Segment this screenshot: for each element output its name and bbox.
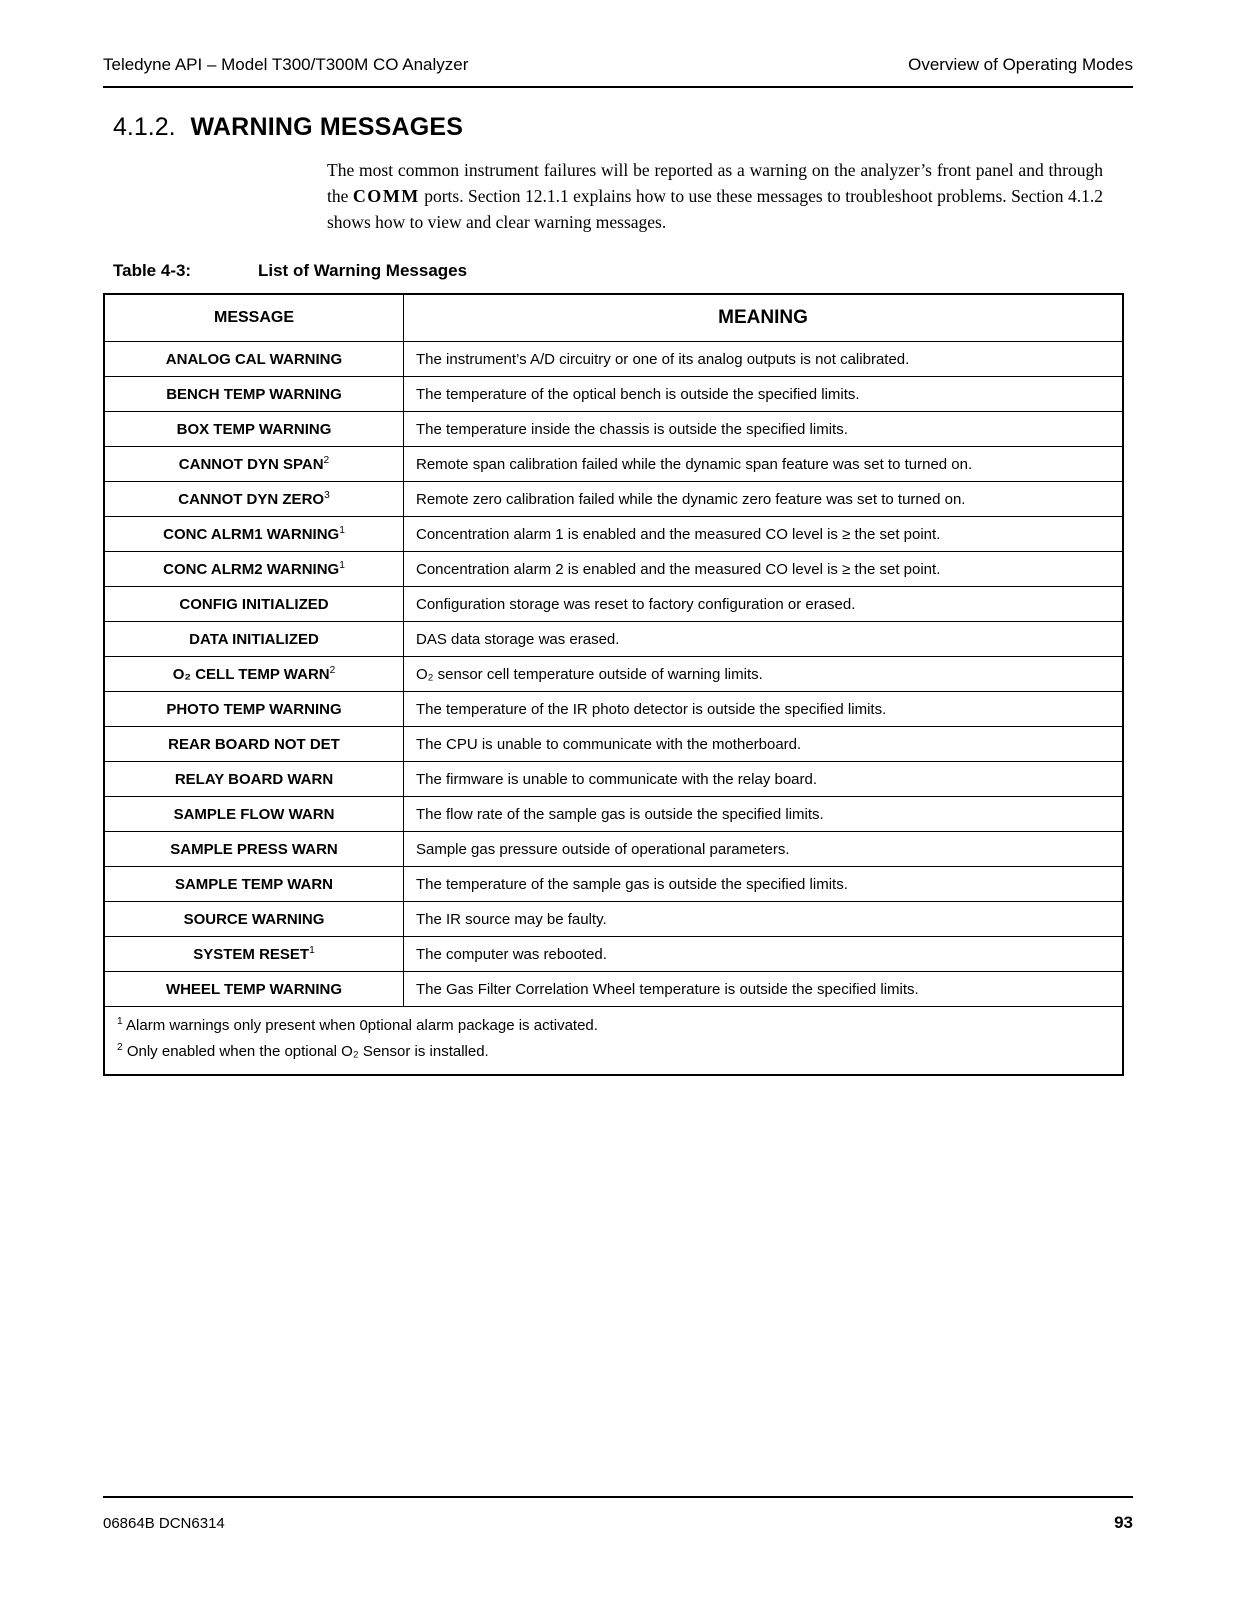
table-row bbox=[104, 902, 1123, 937]
message-text: SAMPLE PRESS WARN bbox=[170, 840, 338, 858]
meaning-cell: The instrument’s A/D circuitry or one of its analog outputs is not calibrated. bbox=[404, 342, 1124, 377]
meaning-cell: The computer was rebooted. bbox=[404, 937, 1124, 972]
message-cell bbox=[104, 657, 404, 692]
message-cell bbox=[104, 727, 404, 762]
header-left-text: Teledyne API – Model T300/T300M CO Analyzer bbox=[103, 55, 469, 74]
page-footer bbox=[103, 1496, 1133, 1533]
table-row bbox=[104, 972, 1123, 1007]
table-row bbox=[104, 797, 1123, 832]
message-cell bbox=[104, 447, 404, 482]
meaning-cell: The temperature inside the chassis is outside the specified limits. bbox=[404, 412, 1124, 447]
message-cell bbox=[104, 762, 404, 797]
table-row bbox=[104, 587, 1123, 622]
page-number: 93 bbox=[1114, 1513, 1133, 1532]
message-text: SYSTEM RESET bbox=[193, 945, 310, 963]
footnote-marker: 2 bbox=[117, 1041, 123, 1053]
meaning-cell: The Gas Filter Correlation Wheel temperature is outside the specified limits. bbox=[404, 972, 1124, 1007]
footer-doc-id: 06864B DCN6314 bbox=[103, 1515, 225, 1532]
message-text: DATA INITIALIZED bbox=[189, 630, 319, 648]
footnote-reference: 3 bbox=[324, 489, 330, 501]
footnotes-row bbox=[104, 1007, 1123, 1076]
table-row bbox=[104, 517, 1123, 552]
meaning-cell: The temperature of the IR photo detector is outside the specified limits. bbox=[404, 692, 1124, 727]
message-text: SAMPLE FLOW WARN bbox=[173, 805, 335, 823]
message-text: CANNOT DYN SPAN bbox=[178, 455, 324, 473]
message-text: WHEEL TEMP WARNING bbox=[165, 980, 343, 998]
message-cell bbox=[104, 867, 404, 902]
message-text: CANNOT DYN ZERO bbox=[178, 490, 325, 508]
column-header-message: MESSAGE bbox=[104, 294, 404, 342]
section-number: 4.1.2. bbox=[113, 113, 176, 141]
table-row bbox=[104, 832, 1123, 867]
message-text: O₂ CELL TEMP WARN bbox=[172, 665, 330, 683]
header-right-text: Overview of Operating Modes bbox=[908, 55, 1133, 74]
footnote-reference: 2 bbox=[329, 664, 336, 676]
message-cell bbox=[104, 832, 404, 867]
meaning-cell: O₂ sensor cell temperature outside of warning limits. bbox=[404, 657, 1124, 692]
footnotes-cell bbox=[104, 1007, 1123, 1076]
table-row bbox=[104, 447, 1123, 482]
footnote-reference: 1 bbox=[339, 524, 345, 536]
message-text: ANALOG CAL WARNING bbox=[165, 350, 343, 368]
message-text: CONC ALRM2 WARNING bbox=[163, 560, 340, 578]
section-heading bbox=[103, 113, 1133, 142]
paragraph-text-after: ports. Section 12.1.1 explains how to use these messages to troubleshoot problems. Section 4.1.2 shows how to view and clear warning messages. bbox=[327, 186, 1103, 232]
footnote bbox=[117, 1013, 1112, 1039]
page-content bbox=[103, 113, 1133, 1076]
message-cell bbox=[104, 622, 404, 657]
message-text: REAR BOARD NOT DET bbox=[168, 735, 340, 753]
message-text: CONC ALRM1 WARNING bbox=[163, 525, 340, 543]
meaning-cell: Concentration alarm 2 is enabled and the measured CO level is ≥ the set point. bbox=[404, 552, 1124, 587]
table-row bbox=[104, 867, 1123, 902]
meaning-cell: Concentration alarm 1 is enabled and the measured CO level is ≥ the set point. bbox=[404, 517, 1124, 552]
comm-label: COMM bbox=[352, 186, 420, 207]
table-row bbox=[104, 762, 1123, 797]
message-text: CONFIG INITIALIZED bbox=[179, 595, 329, 613]
footnote bbox=[117, 1039, 1112, 1065]
table-body bbox=[104, 342, 1123, 1007]
footnote-text: Alarm warnings only present when 0ptional alarm package is activated. bbox=[126, 1017, 598, 1035]
table-row bbox=[104, 552, 1123, 587]
footnote-reference: 1 bbox=[339, 559, 345, 571]
table-header-row bbox=[104, 294, 1123, 342]
meaning-cell: Sample gas pressure outside of operational parameters. bbox=[404, 832, 1124, 867]
table-header bbox=[104, 294, 1123, 342]
message-cell bbox=[104, 797, 404, 832]
meaning-cell: The temperature of the optical bench is outside the specified limits. bbox=[404, 377, 1124, 412]
table-row bbox=[104, 342, 1123, 377]
message-text: SOURCE WARNING bbox=[183, 910, 325, 928]
message-cell bbox=[104, 342, 404, 377]
meaning-cell: Configuration storage was reset to factory configuration or erased. bbox=[404, 587, 1124, 622]
warning-messages-table bbox=[103, 293, 1124, 1076]
message-cell bbox=[104, 482, 404, 517]
table-caption-title: List of Warning Messages bbox=[258, 261, 468, 281]
footnotes-list bbox=[117, 1013, 1112, 1064]
message-text: RELAY BOARD WARN bbox=[174, 770, 334, 788]
paragraph-text-before: The most common instrument failures will be reported as a warning on the analyzer’s front panel and through the bbox=[327, 159, 1103, 207]
table-row bbox=[104, 657, 1123, 692]
page-header bbox=[103, 55, 1133, 88]
table-caption bbox=[103, 261, 1133, 281]
table-caption-label: Table 4-3: bbox=[113, 261, 192, 281]
meaning-cell: DAS data storage was erased. bbox=[404, 622, 1124, 657]
column-header-meaning: MEANING bbox=[404, 294, 1124, 342]
section-title: WARNING MESSAGES bbox=[190, 113, 464, 141]
footnote-marker: 1 bbox=[117, 1016, 123, 1028]
message-cell bbox=[104, 412, 404, 447]
table-row bbox=[104, 412, 1123, 447]
message-text: PHOTO TEMP WARNING bbox=[166, 700, 342, 718]
message-text: BENCH TEMP WARNING bbox=[166, 385, 342, 403]
intro-paragraph bbox=[327, 158, 1103, 236]
table-row bbox=[104, 622, 1123, 657]
footnote-reference: 1 bbox=[309, 944, 315, 956]
message-text: SAMPLE TEMP WARN bbox=[174, 875, 334, 893]
message-text: BOX TEMP WARNING bbox=[176, 420, 332, 438]
message-cell bbox=[104, 972, 404, 1007]
meaning-cell: The CPU is unable to communicate with the motherboard. bbox=[404, 727, 1124, 762]
meaning-cell: Remote zero calibration failed while the dynamic zero feature was set to turned on. bbox=[404, 482, 1124, 517]
table-row bbox=[104, 482, 1123, 517]
table-row bbox=[104, 377, 1123, 412]
meaning-cell: The firmware is unable to communicate with the relay board. bbox=[404, 762, 1124, 797]
message-cell bbox=[104, 587, 404, 622]
table-row bbox=[104, 937, 1123, 972]
footnote-text: Only enabled when the optional O₂ Sensor is installed. bbox=[126, 1042, 489, 1060]
meaning-cell: The IR source may be faulty. bbox=[404, 902, 1124, 937]
message-cell bbox=[104, 517, 404, 552]
message-cell bbox=[104, 552, 404, 587]
message-cell bbox=[104, 937, 404, 972]
message-cell bbox=[104, 692, 404, 727]
message-cell bbox=[104, 902, 404, 937]
meaning-cell: The temperature of the sample gas is outside the specified limits. bbox=[404, 867, 1124, 902]
meaning-cell: The flow rate of the sample gas is outside the specified limits. bbox=[404, 797, 1124, 832]
meaning-cell: Remote span calibration failed while the dynamic span feature was set to turned on. bbox=[404, 447, 1124, 482]
table-row bbox=[104, 727, 1123, 762]
table-row bbox=[104, 692, 1123, 727]
footnote-reference: 2 bbox=[323, 454, 330, 466]
message-cell bbox=[104, 377, 404, 412]
table-footnotes-section bbox=[104, 1007, 1123, 1076]
